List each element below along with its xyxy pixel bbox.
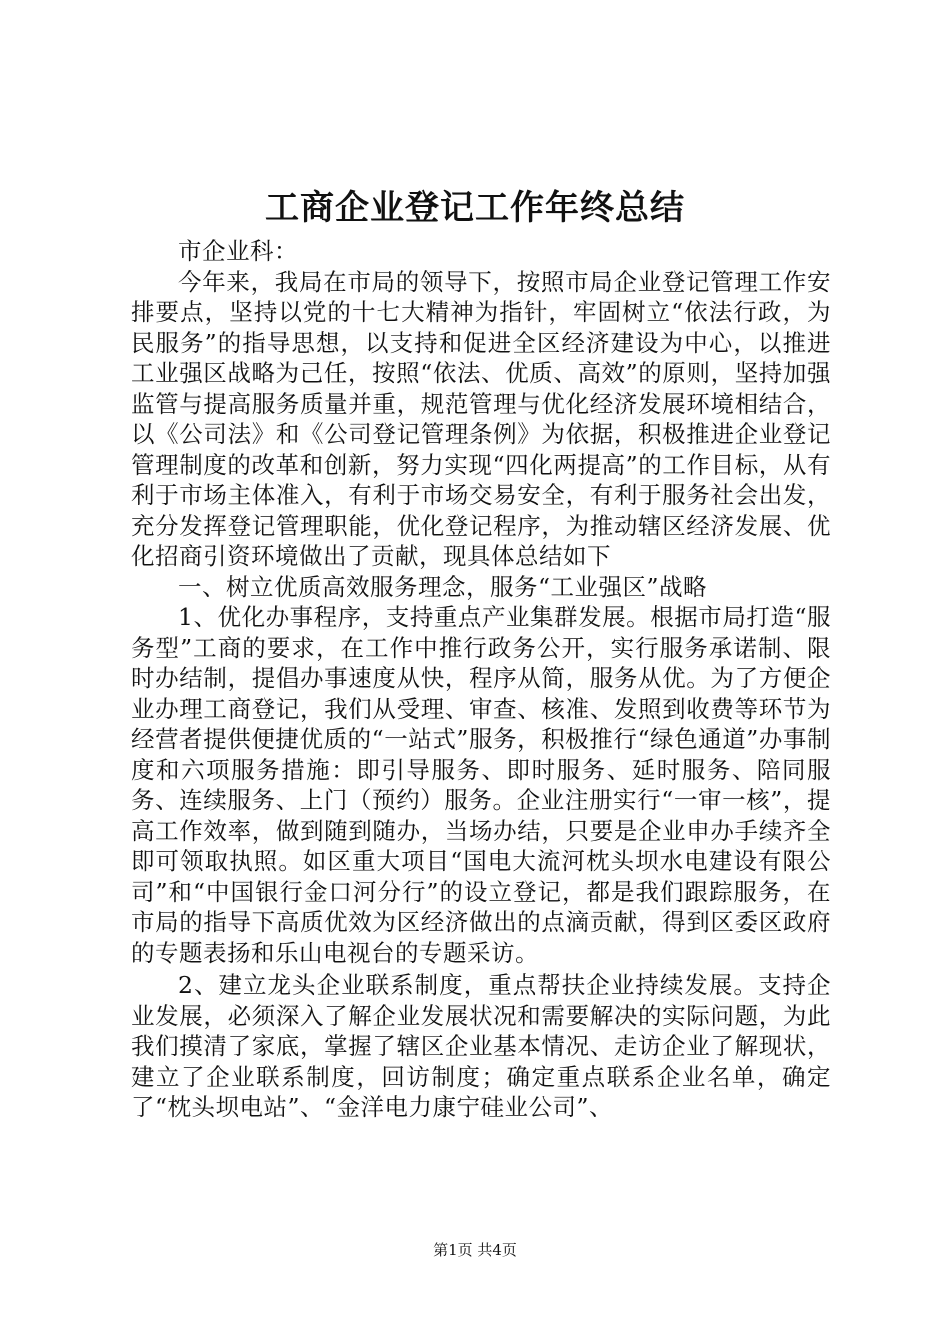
page-number: 第1页 共4页 (433, 1241, 517, 1259)
paragraph-item-1: 1、优化办事程序，支持重点产业集群发展。根据市局打造“服务型”工商的要求，在工作中推行政务公开，实行服务承诺制、限时办结制，提倡办事速度从快，程序从简，服务从优。为了方便企业办理工商登记，我们从受理、审查、核准、发照到收费等环节为经营者提供便捷优质的“一站式”服务，积极推行“绿色通道”办事制度和六项服务措施：即引导服务、即时服务、延时服务、陪同服务、连续服务、上门（预约）服务。企业注册实行“一审一核”，提高工作效率，做到随到随办，当场办结，只要是企业申办手续齐全即可领取执照。如区重大项目“国电大流河枕头坝水电建设有限公司”和“中国银行金口河分行”的设立登记，都是我们跟踪服务，在市局的指导下高质优效为区经济做出的点滴贡献，得到区委区政府的专题表扬和乐山电视台的专题采访。 (131, 603, 831, 967)
paragraph-item-2: 2、建立龙头企业联系制度，重点帮扶企业持续发展。支持企业发展，必须深入了解企业发展状况和需要解决的实际问题，为此我们摸清了家底，掌握了辖区企业基本情况、走访企业了解现状，建立了企业联系制度，回访制度；确定重点联系企业名单，确定了“枕头坝电站”、“金洋电力康宁硅业公司”、 (131, 971, 831, 1121)
document-body (131, 236, 831, 1123)
section-heading-1: 一、树立优质高效服务理念，服务“工业强区”战略 (178, 572, 708, 601)
document-title: 工商企业登记工作年终总结 (265, 188, 685, 228)
paragraph-intro: 今年来，我局在市局的领导下，按照市局企业登记管理工作安排要点，坚持以党的十七大精神为指针，牢固树立“依法行政，为民服务”的指导思想，以支持和促进全区经济建设为中心，以推进工业强区战略为己任，按照“依法、优质、高效”的原则，坚持加强监管与提高服务质量并重，规范管理与优化经济发展环境相结合，以《公司法》和《公司登记管理条例》为依据，积极推进企业登记管理制度的改革和创新，努力实现“四化两提高”的工作目标，从有利于市场主体准入，有利于市场交易安全，有利于服务社会出发，充分发挥登记管理职能，优化登记程序，为推动辖区经济发展、优化招商引资环境做出了贡献，现具体总结如下 (131, 267, 831, 570)
salutation: 市企业科： (178, 237, 298, 265)
